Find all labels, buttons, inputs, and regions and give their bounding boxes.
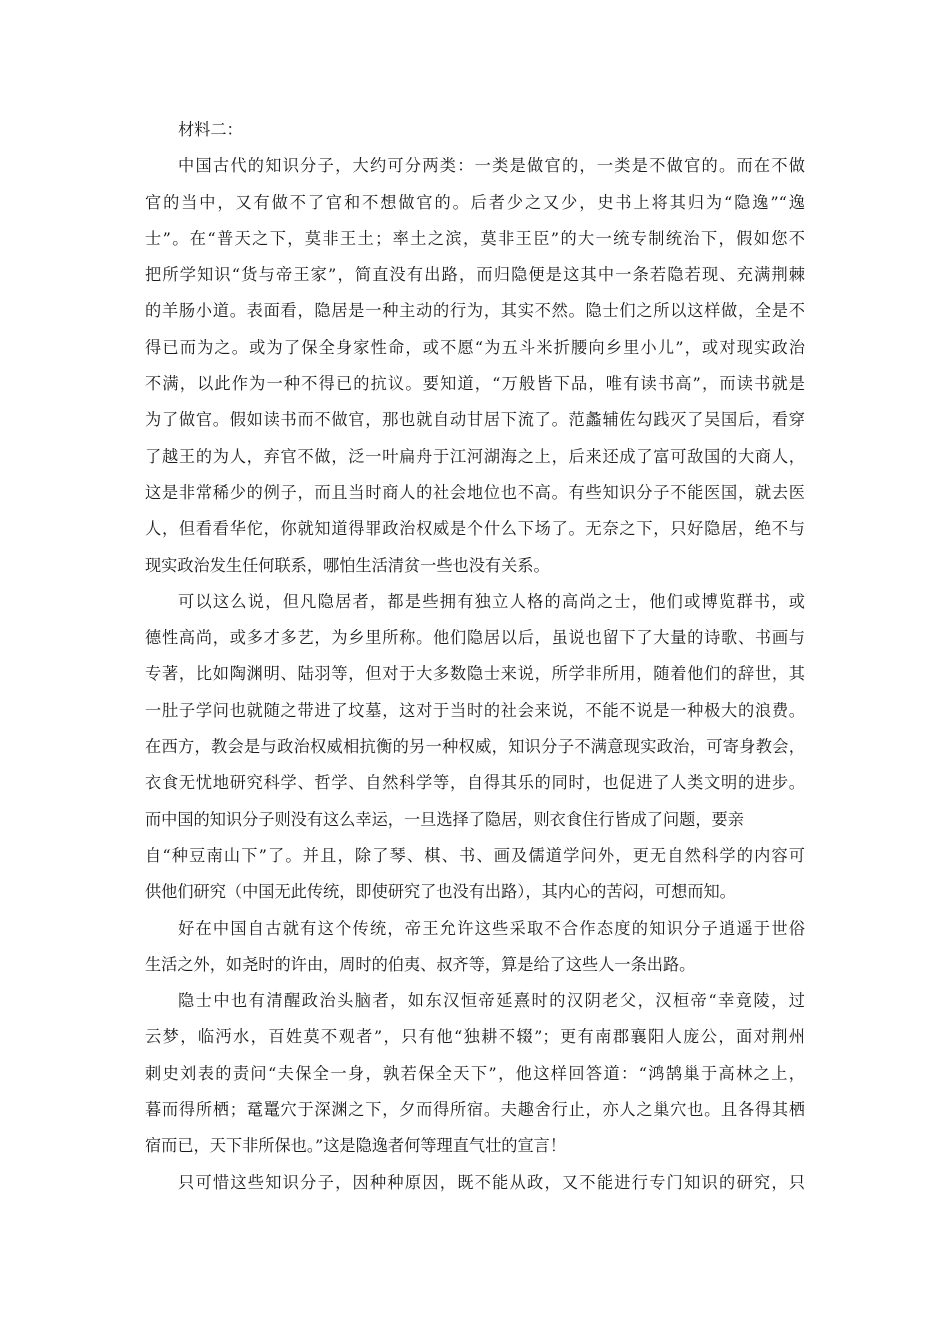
paragraph-line: 不满，以此作为一种不得已的抗议。要知道，“万般皆下品，唯有读书高”，而读书就是 <box>145 374 805 394</box>
paragraph-line: 把所学知识“货与帝王家”，简直没有出路，而归隐便是这其中一条若隐若现、充满荆棘 <box>145 265 805 285</box>
paragraph-line: 只可惜这些知识分子，因种种原因，既不能从政，又不能进行专门知识的研究，只 <box>178 1172 805 1192</box>
paragraph-line: 宿而已，天下非所保也。”这是隐逸者何等理直气壮的宣言！ <box>145 1136 567 1156</box>
paragraph-line: 而中国的知识分子则没有这么幸运，一旦选择了隐居，则衣食住行皆成了问题，要亲 <box>145 809 744 829</box>
paragraph-line: 人，但看看华佗，你就知道得罪政治权威是个什么下场了。无奈之下，只好隐居，绝不与 <box>145 519 805 539</box>
paragraph-line: 德性高尚，或多才多艺，为乡里所称。他们隐居以后，虽说也留下了大量的诗歌、书画与 <box>145 628 805 648</box>
paragraph-line: 自“种豆南山下”了。并且，除了琴、棋、书、画及儒道学问外，更无自然科学的内容可 <box>145 845 805 865</box>
paragraph-line: 现实政治发生任何联系，哪怕生活清贫一些也没有关系。 <box>145 555 550 575</box>
paragraph-line: 得已而为之。或为了保全身家性命，或不愿“为五斗米折腰向乡里小儿”，或对现实政治 <box>145 337 805 357</box>
paragraph-line: 刺史刘表的责问“夫保全一身，孰若保全天下”，他这样回答道：“鸿鹄巢于高林之上， <box>145 1063 805 1083</box>
paragraph-line: 中国古代的知识分子，大约可分两类：一类是做官的，一类是不做官的。而在不做 <box>178 156 805 176</box>
paragraph-line: 隐士中也有清醒政治头脑者，如东汉恒帝延熹时的汉阴老父，汉桓帝“幸竟陵，过 <box>178 991 805 1011</box>
paragraph-line: 供他们研究（中国无此传统，即使研究了也没有出路），其内心的苦闷，可想而知。 <box>145 882 736 902</box>
paragraph-line: 衣食无忧地研究科学、哲学、自然科学等，自得其乐的同时，也促进了人类文明的进步。 <box>145 773 805 793</box>
paragraph-line: 为了做官。假如读书而不做官，那也就自动甘居下流了。范蠡辅佐勾践灭了吴国后，看穿 <box>145 410 805 430</box>
paragraph-1 <box>145 148 805 584</box>
paragraph-line: 一肚子学问也就随之带进了坟墓，这对于当时的社会来说，不能不说是一种极大的浪费。 <box>145 700 805 720</box>
paragraph-4 <box>145 983 805 1164</box>
section-heading: 材料二： <box>178 120 243 139</box>
paragraph-line: 在西方，教会是与政治权威相抗衡的另一种权威，知识分子不满意现实政治，可寄身教会， <box>145 737 805 757</box>
paragraph-line: 的羊肠小道。表面看，隐居是一种主动的行为，其实不然。隐士们之所以这样做，全是不 <box>145 301 805 321</box>
paragraph-line: 生活之外，如尧时的许由，周时的伯夷、叔齐等，算是给了这些人一条出路。 <box>145 954 696 974</box>
paragraph-line: 这是非常稀少的例子，而且当时商人的社会地位也不高。有些知识分子不能医国，就去医 <box>145 482 805 502</box>
paragraph-2 <box>145 584 805 911</box>
paragraph-line: 了越王的为人，弃官不做，泛一叶扁舟于江河湖海之上，后来还成了富可敌国的大商人， <box>145 446 805 466</box>
paragraph-line: 士”。在“普天之下，莫非王土；率土之滨，莫非王臣”的大一统专制统治下，假如您不 <box>145 228 805 248</box>
paragraph-line: 好在中国自古就有这个传统，帝王允许这些采取不合作态度的知识分子逍遥于世俗 <box>178 918 805 938</box>
paragraph-line: 专著，比如陶渊明、陆羽等，但对于大多数隐士来说，所学非所用，随着他们的辞世，其 <box>145 664 805 684</box>
paragraph-line: 官的当中，又有做不了官和不想做官的。后者少之又少，史书上将其归为“隐逸”“逸 <box>145 192 805 212</box>
paragraph-5 <box>145 1165 805 1201</box>
document-body <box>145 112 805 1201</box>
paragraph-line: 可以这么说，但凡隐居者，都是些拥有独立人格的高尚之士，他们或博览群书，或 <box>178 591 805 611</box>
paragraph-3 <box>145 911 805 984</box>
paragraph-line: 云梦，临沔水，百姓莫不观者”，只有他“独耕不辍”；更有南郡襄阳人庞公，面对荆州 <box>145 1027 805 1047</box>
paragraph-line: 暮而得所栖；鼋鼍穴于深渊之下，夕而得所宿。夫趣舍行止，亦人之巢穴也。且各得其栖 <box>145 1100 805 1120</box>
